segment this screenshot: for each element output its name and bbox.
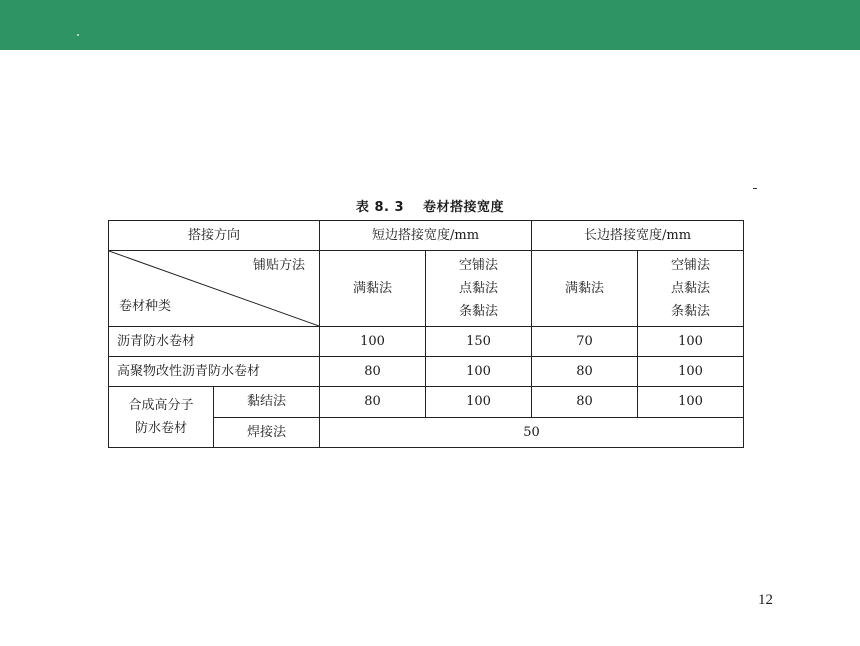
row-sub-label: 黏结法: [214, 387, 320, 418]
table-caption-number: 表 8. 3: [355, 200, 405, 215]
cell-value: 80: [320, 357, 426, 387]
diag-label-method: 铺贴方法: [253, 258, 306, 273]
lap-width-table: [108, 220, 744, 448]
cell-value: 150: [426, 327, 532, 357]
page-number: 12: [758, 592, 773, 608]
row-label: 高聚物改性沥青防水卷材: [109, 357, 320, 387]
row-label: 沥青防水卷材: [109, 327, 320, 357]
cell-value: 100: [426, 357, 532, 387]
table-caption: [300, 196, 560, 215]
method-empty-laying: 空铺法: [671, 258, 711, 273]
method-strip-bond: 条黏法: [671, 304, 711, 319]
cell-value: 80: [320, 387, 426, 418]
corner-mark: [753, 188, 757, 189]
row-label-line: 防水卷材: [134, 421, 187, 436]
method-spot-bond: 点黏法: [671, 281, 711, 296]
table-row-polymer-bonded: [109, 387, 744, 418]
method-empty-laying: 空铺法: [459, 258, 499, 273]
table-row-asphalt: [109, 327, 744, 357]
header-long-edge: 长边搭接宽度/mm: [532, 221, 744, 251]
cell-value: 80: [532, 357, 638, 387]
table-row-modified: [109, 357, 744, 387]
header-bar: [0, 0, 860, 50]
cell-value: 100: [426, 387, 532, 418]
row-sub-label: 焊接法: [214, 418, 320, 448]
header-long-full-bond: 满黏法: [532, 251, 638, 327]
diagonal-header-cell: [109, 251, 320, 327]
cell-value: 100: [638, 387, 744, 418]
method-spot-bond: 点黏法: [459, 281, 499, 296]
header-short-other-methods: [426, 251, 532, 327]
cell-value: 80: [532, 387, 638, 418]
method-strip-bond: 条黏法: [459, 304, 499, 319]
table-caption-title: 卷材搭接宽度: [423, 200, 505, 215]
row-label-polymer: [109, 387, 214, 448]
cell-value: 100: [638, 327, 744, 357]
table-header-row-1: [109, 221, 744, 251]
cell-value: 70: [532, 327, 638, 357]
cell-value: 100: [320, 327, 426, 357]
header-long-other-methods: [638, 251, 744, 327]
diag-label-material: 卷材种类: [119, 299, 172, 314]
cell-value: 100: [638, 357, 744, 387]
header-short-full-bond: 满黏法: [320, 251, 426, 327]
header-direction: 搭接方向: [109, 221, 320, 251]
header-short-edge: 短边搭接宽度/mm: [320, 221, 532, 251]
header-dot: [77, 34, 79, 36]
table-header-row-2: [109, 251, 744, 327]
row-label-line: 合成高分子: [128, 398, 194, 413]
cell-value-merged: 50: [320, 418, 744, 448]
